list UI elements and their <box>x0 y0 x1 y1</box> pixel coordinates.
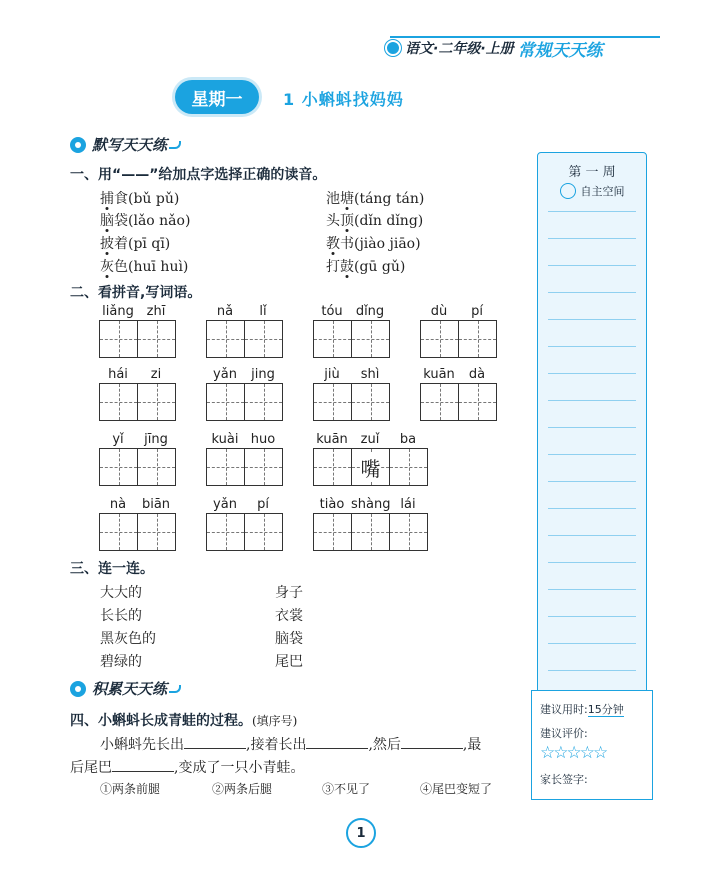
pinyin-syllable: biān <box>141 497 171 512</box>
tian-grid <box>420 320 497 358</box>
word-char: 食 <box>114 191 128 207</box>
question-4-line-2 <box>70 757 304 777</box>
header-subject: 语文·二年级·上册 <box>405 41 514 57</box>
parent-signature-label: 家长签字: <box>540 773 588 786</box>
tian-grid <box>313 320 390 358</box>
self-space <box>538 183 646 199</box>
pinyin-choice-item[interactable] <box>100 210 190 230</box>
writing-box[interactable] <box>352 449 390 485</box>
match-left-item[interactable]: 大大的 <box>100 585 142 601</box>
writing-box[interactable] <box>314 449 352 485</box>
pinyin-syllable: lái <box>400 497 416 512</box>
sidebar-footer <box>531 690 653 800</box>
pinyin-syllable: kuān <box>316 432 348 447</box>
pinyin-options: (pī qī) <box>128 236 171 252</box>
note-line <box>548 427 636 428</box>
pinyin-syllable: yǐ <box>112 432 124 447</box>
pinyin-choice-item[interactable] <box>326 210 423 230</box>
answer-blank-2[interactable] <box>306 748 368 749</box>
swoosh-icon <box>169 685 181 693</box>
tian-grid <box>420 383 497 421</box>
word-char: 打 <box>326 259 340 275</box>
writing-box[interactable] <box>421 321 459 357</box>
tian-grid <box>99 383 176 421</box>
pinyin-syllable: lǐ <box>259 304 267 319</box>
given-character: 嘴 <box>361 453 381 482</box>
writing-box[interactable] <box>390 514 427 550</box>
note-line <box>548 454 636 455</box>
writing-box[interactable] <box>138 514 175 550</box>
target-icon <box>70 681 86 697</box>
dotted-char: 捕 <box>100 191 114 207</box>
answer-option: ④尾巴变短了 <box>420 782 493 796</box>
writing-box[interactable] <box>138 321 175 357</box>
pinyin-syllable: tiào <box>319 497 345 512</box>
tian-grid <box>99 320 176 358</box>
rating-stars[interactable]: ☆☆☆☆☆ <box>540 743 607 763</box>
question-2-title: 二、看拼音,写词语。 <box>70 285 202 301</box>
note-line <box>548 481 636 482</box>
pinyin-syllable: jiù <box>324 367 340 382</box>
pinyin-syllable: shì <box>360 367 380 382</box>
note-line <box>548 346 636 347</box>
writing-box[interactable] <box>390 449 427 485</box>
writing-box[interactable] <box>314 384 352 420</box>
question-4-title-text: 四、小蝌蚪长成青蛙的过程。 <box>70 713 252 729</box>
match-right-item[interactable]: 衣裳 <box>275 608 303 624</box>
pinyin-options: (gū gǔ) <box>354 259 406 275</box>
header-brand: 常规天天练 <box>517 40 603 61</box>
note-line <box>548 373 636 374</box>
note-line <box>548 670 636 671</box>
q4-text: ,变成了一只小青蛙。 <box>174 760 305 776</box>
tian-grid <box>206 513 283 551</box>
sidebar-notes <box>537 152 647 694</box>
pinyin-options: (bǔ pǔ) <box>128 191 180 207</box>
pinyin-syllable: jīng <box>144 432 168 447</box>
match-left-item[interactable]: 碧绿的 <box>100 654 142 670</box>
note-line <box>548 400 636 401</box>
answer-option: ③不见了 <box>322 782 371 796</box>
question-3-title: 三、连一连。 <box>70 561 154 577</box>
pinyin-syllable: tóu <box>321 304 343 319</box>
time-label: 建议用时: <box>540 703 588 716</box>
section-heading-accumulation <box>70 678 181 699</box>
pinyin-syllable: ba <box>399 432 417 447</box>
writing-box[interactable] <box>100 321 138 357</box>
section-heading-dictation <box>70 134 181 155</box>
pinyin-syllable: kuān <box>423 367 455 382</box>
tian-grid <box>313 513 428 551</box>
dotted-char: 顶 <box>340 213 354 229</box>
writing-box[interactable] <box>100 449 138 485</box>
writing-box[interactable] <box>138 449 175 485</box>
pinyin-choice-item[interactable] <box>100 256 188 276</box>
note-line <box>548 643 636 644</box>
dotted-char: 脑 <box>100 213 114 229</box>
tian-grid <box>206 383 283 421</box>
writing-box[interactable] <box>138 384 175 420</box>
pinyin-syllable: dǐng <box>355 304 385 319</box>
pinyin-choice-item[interactable] <box>100 233 170 253</box>
note-line <box>548 265 636 266</box>
pinyin-syllable: nǎ <box>216 304 234 319</box>
writing-box[interactable] <box>245 514 282 550</box>
writing-box[interactable] <box>459 321 496 357</box>
q4-text: ,接着长出 <box>246 737 307 753</box>
q4-text: 后尾巴 <box>70 760 112 776</box>
pinyin-syllable: huo <box>250 432 276 447</box>
section-heading-text: 默写天天练 <box>92 136 168 154</box>
tian-grid <box>206 448 283 486</box>
pinyin-options: (táng tán) <box>354 191 425 207</box>
answer-blank-4[interactable] <box>112 771 174 772</box>
writing-box[interactable] <box>314 321 352 357</box>
suggested-time <box>540 701 624 717</box>
pinyin-choice-item[interactable] <box>326 256 405 276</box>
match-right-item[interactable]: 脑袋 <box>275 631 303 647</box>
day-badge: 星期一 <box>175 80 259 114</box>
tian-grid <box>313 448 428 486</box>
pinyin-syllable: shàng <box>351 497 391 512</box>
page-number: 1 <box>346 818 376 848</box>
writing-box[interactable] <box>352 321 389 357</box>
swoosh-icon <box>169 141 181 149</box>
word-char: 色 <box>114 259 128 275</box>
answer-option: ①两条前腿 <box>100 782 161 796</box>
match-left-item[interactable]: 黑灰色的 <box>100 631 156 647</box>
pinyin-syllable: zuǐ <box>360 432 380 447</box>
writing-box[interactable] <box>245 449 282 485</box>
note-line <box>548 319 636 320</box>
pinyin-options: (huī huì) <box>128 259 189 275</box>
writing-box[interactable] <box>207 321 245 357</box>
week-label: 第 一 周 <box>568 165 616 180</box>
note-line <box>548 616 636 617</box>
answer-blank-3[interactable] <box>401 748 463 749</box>
target-icon <box>70 137 86 153</box>
evaluation-label: 建议评价: <box>540 727 588 740</box>
writing-box[interactable] <box>100 384 138 420</box>
note-line <box>548 292 636 293</box>
tian-grid <box>313 383 390 421</box>
writing-box[interactable] <box>459 384 496 420</box>
q4-text: 小蝌蚪先长出 <box>100 737 184 753</box>
pinyin-syllable: zi <box>150 367 162 382</box>
question-4-note: (填序号) <box>252 714 298 728</box>
writing-box[interactable] <box>100 514 138 550</box>
word-char: 头 <box>326 213 340 229</box>
dotted-char: 灰 <box>100 259 114 275</box>
q4-text: ,然后 <box>368 737 401 753</box>
writing-box[interactable] <box>421 384 459 420</box>
q4-text: ,最 <box>462 737 482 753</box>
dotted-char: 教 <box>326 236 340 252</box>
pinyin-syllable: dà <box>468 367 486 382</box>
answer-option: ②两条后腿 <box>212 782 273 796</box>
pinyin-syllable: hái <box>108 367 128 382</box>
question-4-title <box>70 710 297 730</box>
person-icon <box>560 183 576 199</box>
pinyin-choice-item[interactable] <box>326 188 424 208</box>
writing-box[interactable] <box>352 384 389 420</box>
pinyin-syllable: jing <box>251 367 275 382</box>
time-value: 15分钟 <box>587 703 624 716</box>
pinyin-options: (dǐn dǐng) <box>354 213 424 229</box>
pinyin-syllable: yǎn <box>213 497 237 512</box>
writing-box[interactable] <box>352 514 390 550</box>
match-right-item[interactable]: 身子 <box>275 585 303 601</box>
question-1-title: 一、用“——”给加点字选择正确的读音。 <box>70 167 327 183</box>
writing-box[interactable] <box>207 449 245 485</box>
section-heading-text: 积累天天练 <box>92 680 168 698</box>
note-line <box>548 562 636 563</box>
pinyin-options: (jiào jiāo) <box>354 236 421 252</box>
pinyin-syllable: dù <box>430 304 448 319</box>
header-bullet-icon <box>385 40 401 56</box>
dotted-char: 鼓 <box>340 259 354 275</box>
pinyin-syllable: yǎn <box>213 367 237 382</box>
self-space-label: 自主空间 <box>580 185 625 198</box>
pinyin-syllable: nà <box>109 497 127 512</box>
note-line <box>548 238 636 239</box>
tian-grid <box>206 320 283 358</box>
pinyin-syllable: kuài <box>211 432 239 447</box>
note-line <box>548 211 636 212</box>
question-4-line-1 <box>100 734 481 754</box>
dotted-char: 塘 <box>340 191 354 207</box>
word-char: 池 <box>326 191 340 207</box>
word-char: 着 <box>114 236 128 252</box>
dotted-char: 披 <box>100 236 114 252</box>
pinyin-syllable: pí <box>257 497 269 512</box>
lesson-title: 1 小蝌蚪找妈妈 <box>283 90 404 109</box>
writing-box[interactable] <box>245 321 282 357</box>
pinyin-syllable: liǎng <box>102 304 134 319</box>
writing-box[interactable] <box>207 384 245 420</box>
note-line <box>548 589 636 590</box>
running-header <box>385 38 603 61</box>
writing-box[interactable] <box>207 514 245 550</box>
writing-box[interactable] <box>314 514 352 550</box>
note-line <box>548 535 636 536</box>
pinyin-choice-item[interactable] <box>100 188 179 208</box>
tian-grid <box>99 448 176 486</box>
match-left-item[interactable]: 长长的 <box>100 608 142 624</box>
match-right-item[interactable]: 尾巴 <box>275 654 303 670</box>
pinyin-options: (lǎo nǎo) <box>128 213 191 229</box>
note-line <box>548 508 636 509</box>
tian-grid <box>99 513 176 551</box>
word-char: 书 <box>340 236 354 252</box>
pinyin-syllable: pí <box>471 304 483 319</box>
pinyin-syllable: zhī <box>146 304 166 319</box>
pinyin-choice-item[interactable] <box>326 233 421 253</box>
writing-box[interactable] <box>245 384 282 420</box>
answer-blank-1[interactable] <box>184 748 246 749</box>
word-char: 袋 <box>114 213 128 229</box>
